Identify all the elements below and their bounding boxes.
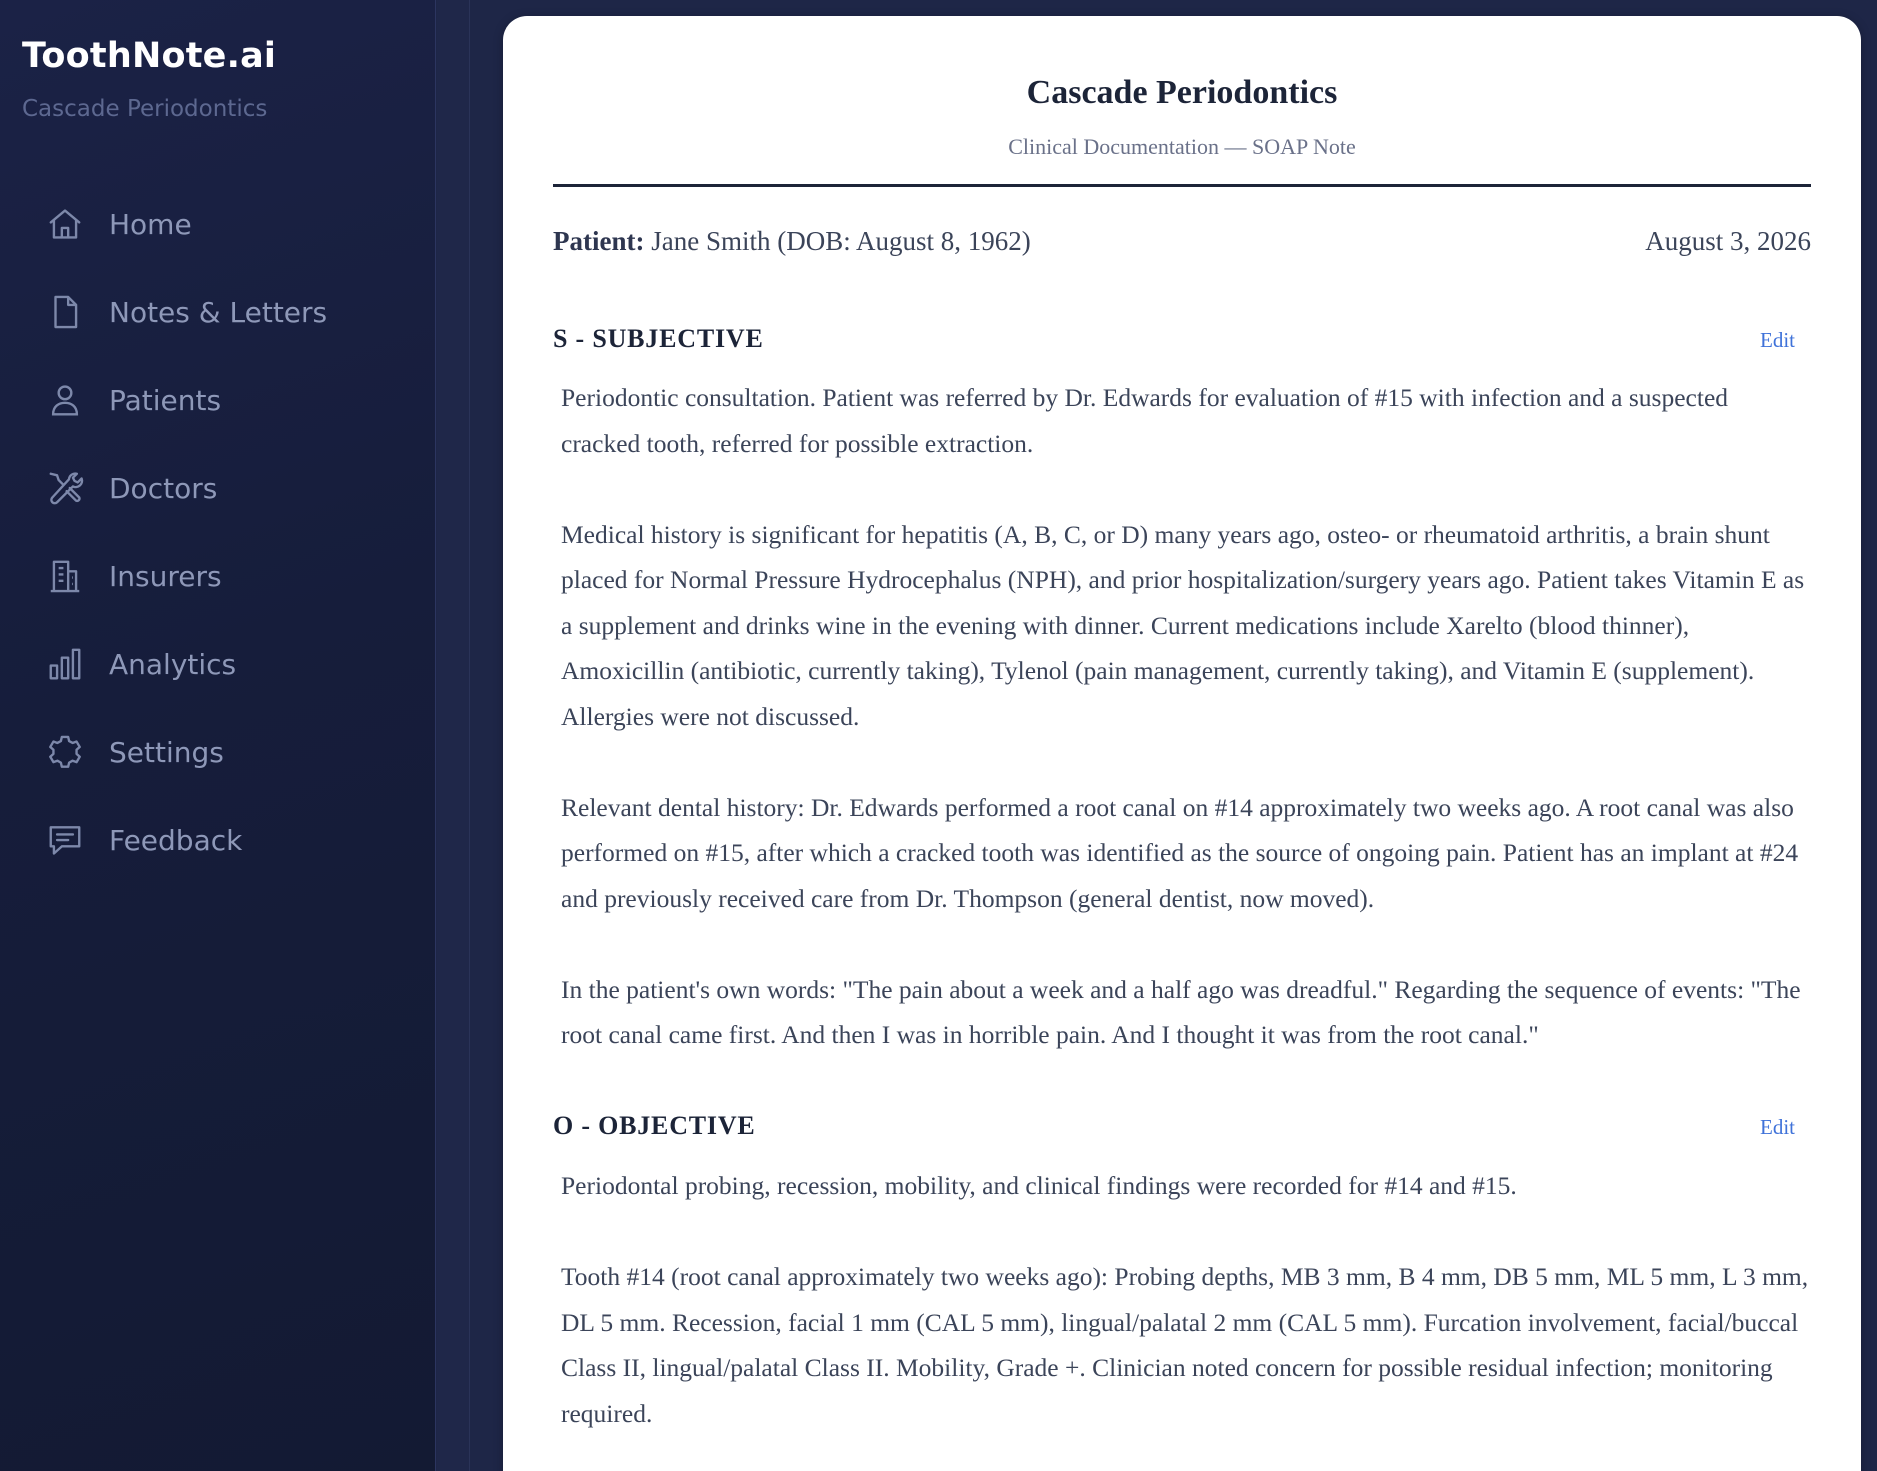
sidebar-item-label: Feedback <box>109 823 243 857</box>
header-divider <box>553 184 1811 187</box>
objective-header <box>553 1111 1811 1141</box>
objective-body <box>561 1163 1811 1471</box>
sidebar-item-settings[interactable] <box>0 708 436 796</box>
sidebar <box>0 0 436 1471</box>
building-icon <box>46 557 84 595</box>
subjective-paragraph: In the patient's own words: "The pain about a week and a half ago was dreadful." Regarding the sequence of events: "The root canal came first. And then I was in horrible pain. And I thought it was from the root canal." <box>561 974 1801 1049</box>
sidebar-item-insurers[interactable] <box>0 532 436 620</box>
sidebar-item-notes-letters[interactable] <box>0 268 436 356</box>
user-icon <box>46 381 84 419</box>
sidebar-item-feedback[interactable] <box>0 796 436 884</box>
sidebar-item-label: Notes & Letters <box>109 295 328 329</box>
sidebar-divider <box>437 0 470 1471</box>
document-icon <box>46 293 84 331</box>
note-date: August 3, 2026 <box>1645 226 1811 256</box>
brand-logo[interactable]: ToothNote.ai <box>22 36 277 76</box>
bar-chart-icon <box>46 645 84 683</box>
message-icon <box>46 821 84 859</box>
sidebar-item-label: Patients <box>109 383 222 417</box>
subjective-title: S - SUBJECTIVE <box>553 324 764 353</box>
subjective-paragraph: Medical history is significant for hepatitis (A, B, C, or D) many years ago, osteo- or rheumatoid arthritis, a brain shunt placed for Normal Pressure Hydrocephalus (NPH), and prior hospitalization/surgery years ago. Patient takes Vitamin E as a supplement and drinks wine in the evening with dinner. Current medications include Xarelto (blood thinner), Amoxicillin (antibiotic, currently taking), Tylenol (pain management, currently taking), and Vitamin E (supplement). Allergies were not discussed. <box>561 519 1805 731</box>
sidebar-item-analytics[interactable] <box>0 620 436 708</box>
objective-paragraph: Periodontal probing, recession, mobility, and clinical findings were recorded for #14 and #15. <box>561 1171 1517 1200</box>
sidebar-item-label: Doctors <box>109 471 218 505</box>
patient-info-row <box>553 226 1811 257</box>
subjective-paragraph: Relevant dental history: Dr. Edwards performed a root canal on #14 approximately two weeks ago. A root canal was also performed on #15, after which a cracked tooth was identified as the source of ongoing pain. Patient has an implant at #24 and previously received care from Dr. Thompson (general dentist, now moved). <box>561 792 1799 913</box>
subjective-header <box>553 324 1811 354</box>
objective-edit-button[interactable]: Edit <box>1760 1115 1795 1139</box>
sidebar-item-patients[interactable] <box>0 356 436 444</box>
soap-note-card <box>503 16 1861 1471</box>
sidebar-item-doctors[interactable] <box>0 444 436 532</box>
objective-paragraph: Tooth #14 (root canal approximately two weeks ago): Probing depths, MB 3 mm, B 4 mm, DB 5 mm, ML 5 mm, L 3 mm, DL 5 mm. Recession, facial 1 mm (CAL 5 mm), lingual/palatal 2 mm (CAL 5 mm). Furcation involvement, facial/buccal Class II, lingual/palatal Class II. Mobility, Grade +. Clinician noted concern for possible residual infection; monitoring required. <box>561 1262 1809 1428</box>
document-subtitle: Clinical Documentation — SOAP Note <box>1008 134 1356 159</box>
sidebar-item-label: Home <box>109 207 192 241</box>
patient-info <box>553 226 1031 257</box>
patient-label: Patient: <box>553 226 645 256</box>
sidebar-item-home[interactable] <box>0 180 436 268</box>
sidebar-item-label: Settings <box>109 735 224 769</box>
patient-value: Jane Smith (DOB: August 8, 1962) <box>644 226 1031 256</box>
gear-icon <box>46 733 84 771</box>
objective-title: O - OBJECTIVE <box>553 1111 756 1140</box>
subjective-body <box>561 375 1811 1103</box>
practice-name: Cascade Periodontics <box>22 96 268 122</box>
document-title: Cascade Periodontics <box>1026 74 1338 111</box>
subjective-paragraph: Periodontic consultation. Patient was referred by Dr. Edwards for evaluation of #15 with infection and a suspected cracked tooth, referred for possible extraction. <box>561 383 1729 458</box>
sidebar-item-label: Insurers <box>109 559 222 593</box>
tools-icon <box>46 469 84 507</box>
subjective-edit-button[interactable]: Edit <box>1760 328 1795 352</box>
sidebar-item-label: Analytics <box>109 647 237 681</box>
home-icon <box>46 205 84 243</box>
sidebar-nav <box>0 180 436 884</box>
